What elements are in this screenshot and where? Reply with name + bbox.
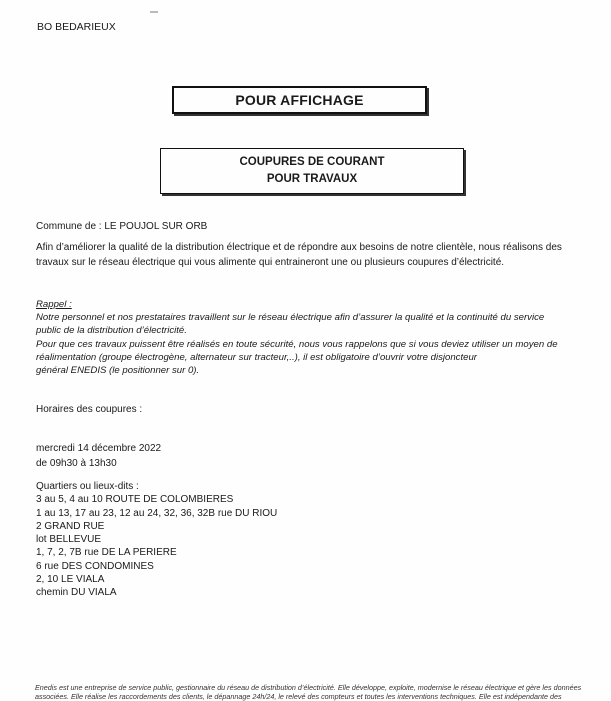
rappel-title: Rappel : bbox=[36, 299, 72, 310]
list-item: 2, 10 LE VIALA bbox=[36, 574, 105, 586]
rappel-line: Notre personnel et nos prestataires travaillent sur le réseau électrique afin d’assurer la qualité et la continuité du service bbox=[36, 312, 545, 324]
scan-speck bbox=[150, 11, 158, 13]
subject-box bbox=[160, 148, 464, 194]
footer-line-1: Enedis est une entreprise de service public, gestionnaire du réseau de distribution d’électricité. Elle développe, exploite, modernise le réseau électrique et gère les données bbox=[35, 683, 582, 692]
header-org: BO BEDARIEUX bbox=[37, 21, 116, 33]
rappel-line: général ENEDIS (le positionner sur 0). bbox=[36, 365, 200, 377]
rappel-block bbox=[36, 298, 581, 377]
quartiers-label: Quartiers ou lieux-dits : bbox=[36, 481, 139, 492]
schedule bbox=[36, 441, 161, 471]
rappel-line: réalimentation (groupe électrogène, alternateur sur tracteur,..), il est obligatoire d’ouvrir votre disjoncteur bbox=[36, 351, 478, 363]
list-item: chemin DU VIALA bbox=[36, 587, 117, 599]
commune-line: Commune de : LE POUJOL SUR ORB bbox=[36, 221, 208, 232]
footer-note bbox=[35, 683, 595, 701]
list-item: 6 rue DES CONDOMINES bbox=[36, 560, 154, 572]
banner-box bbox=[172, 86, 427, 114]
list-item: 2 GRAND RUE bbox=[36, 520, 105, 532]
subject-line-1: COUPURES DE COURANT bbox=[239, 156, 385, 168]
intro-paragraph bbox=[36, 240, 576, 270]
banner-title: POUR AFFICHAGE bbox=[235, 92, 364, 108]
schedule-date: mercredi 14 décembre 2022 bbox=[36, 443, 162, 454]
rappel-line: public de la distribution d’électricité. bbox=[36, 325, 187, 337]
intro-line-1: Afin d’améliorer la qualité de la distribution électrique et de répondre aux besoins de notre clientèle, nous réalisons des bbox=[36, 242, 562, 253]
list-item: 3 au 5, 4 au 10 ROUTE DE COLOMBIERES bbox=[36, 494, 234, 506]
intro-line-2: travaux sur le réseau électrique qui vous alimente qui entraineront une ou plusieurs coupures d’électricité. bbox=[36, 257, 505, 268]
list-item: 1, 7, 2, 7B rue DE LA PERIERE bbox=[36, 547, 177, 559]
quartiers-list bbox=[36, 480, 277, 600]
rappel-line: Pour que ces travaux puissent être réalisés en toute sécurité, nous vous rappelons que si vous deviez utiliser un moyen de bbox=[36, 338, 558, 350]
schedule-time: de 09h30 à 13h30 bbox=[36, 458, 117, 469]
subject-line-2: POUR TRAVAUX bbox=[266, 173, 358, 185]
horaires-label: Horaires des coupures : bbox=[36, 404, 143, 415]
list-item: 1 au 13, 17 au 23, 12 au 24, 32, 36, 32B rue DU RIOU bbox=[36, 507, 278, 519]
footer-line-2: associées. Elle réalise les raccordements des clients, le dépannage 24h/24, le relevé des compteurs et toutes les interventions techniques. Elle est indépendante des bbox=[35, 692, 562, 701]
list-item: lot BELLEVUE bbox=[36, 534, 102, 546]
